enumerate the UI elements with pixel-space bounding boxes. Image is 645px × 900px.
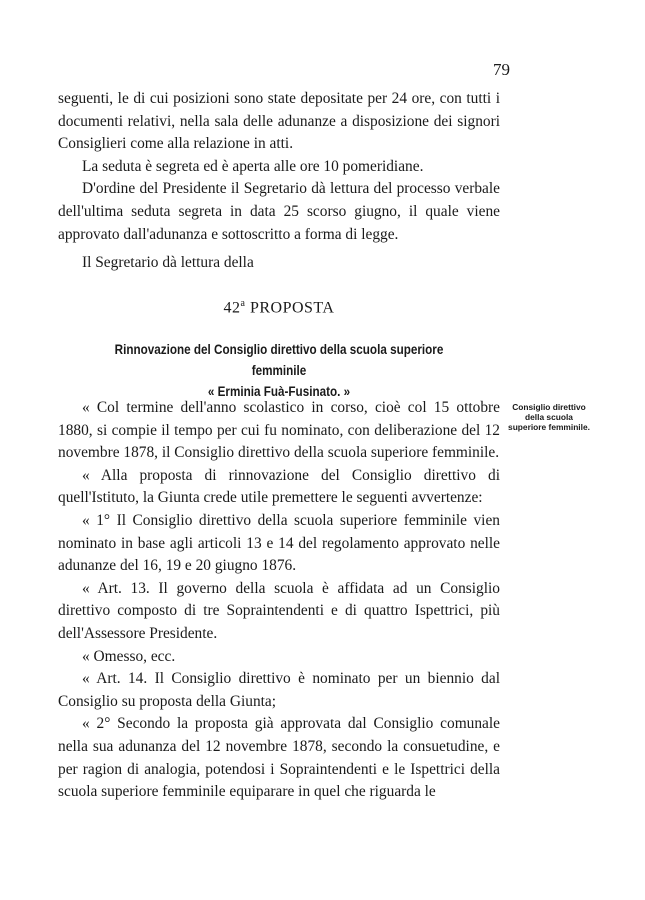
paragraph-omitted: « Omesso, ecc. [82,647,176,665]
proposal-subtitle [89,339,469,402]
paragraph-continuation: seguenti, le di cui posizioni sono state depositate per 24 ore, con tutti i documenti relativi, nella sala delle adunanze a disposizione dei signori Consiglieri come alla relazione in atti. [58,90,500,153]
proposal-number: 42 [223,299,241,317]
reading-line-block [58,252,500,275]
paragraph-minutes-approval: D'ordine del Presidente il Segretario dà lettura del processo verbale dell'ultima seduta segreta in data 25 scorso giugno, il quale viene approvato dall'adunanza e sottoscritto a forma di legge. [58,180,500,243]
subtitle-line-2: « Erminia Fuà-Fusinato. » [207,384,351,399]
paragraph-session-opening: La seduta è segreta ed è aperta alle ore 10 pomeridiane. [82,157,424,175]
paragraph-giunta-notes: « Alla proposta di rinnovazione del Consiglio direttivo di quell'Istituto, la Giunta crede utile premettere le seguenti avvertenze: [58,466,500,507]
subtitle-line-1: Rinnovazione del Consiglio direttivo della scuola superiore femminile [114,342,444,378]
proposal-ordinal-suffix: a [240,298,246,309]
paragraph-article-14: « Art. 14. Il Consiglio direttivo è nominato per un biennio dal Consiglio su proposta della Giunta; [58,670,500,710]
margin-note: Consiglio direttivo della scuola superiore femminile. [508,402,590,432]
proposal-heading [58,298,500,317]
reading-line: Il Segretario dà lettura della [82,254,254,271]
proposal-label: PROPOSTA [249,299,335,317]
body-text-block [58,397,500,804]
paragraph-article-13: « Art. 13. Il governo della scuola è affidata ad un Consiglio direttivo composto di tre Sopraintendenti e di quattro Ispettrici, più dell'Assessore Presidente. [58,579,500,642]
paragraph-term-end: « Col termine dell'anno scolastico in corso, cioè col 15 ottobre 1880, si compie il tempo per cui fu nominato, con deliberazione del 12 novembre 1878, il Consiglio direttivo della scuola superiore femminile. [58,399,500,462]
page-number: 79 [493,60,510,79]
paragraph-point-one: « 1° Il Consiglio direttivo della scuola superiore femminile vien nominato in base agli articoli 13 e 14 del regolamento approvato nelle adunanze del 16, 19 e 20 giugno 1876. [58,511,500,575]
top-text-block [58,88,500,246]
paragraph-point-two: « 2° Secondo la proposta già approvata dal Consiglio comunale nella sua adunanza del 12 novembre 1878, secondo la consuetudine, e per ragion di analogia, potendosi i Sopraintendenti e le Ispettrici della scuola superiore femminile equiparare in quel che riguarda le [58,715,500,801]
